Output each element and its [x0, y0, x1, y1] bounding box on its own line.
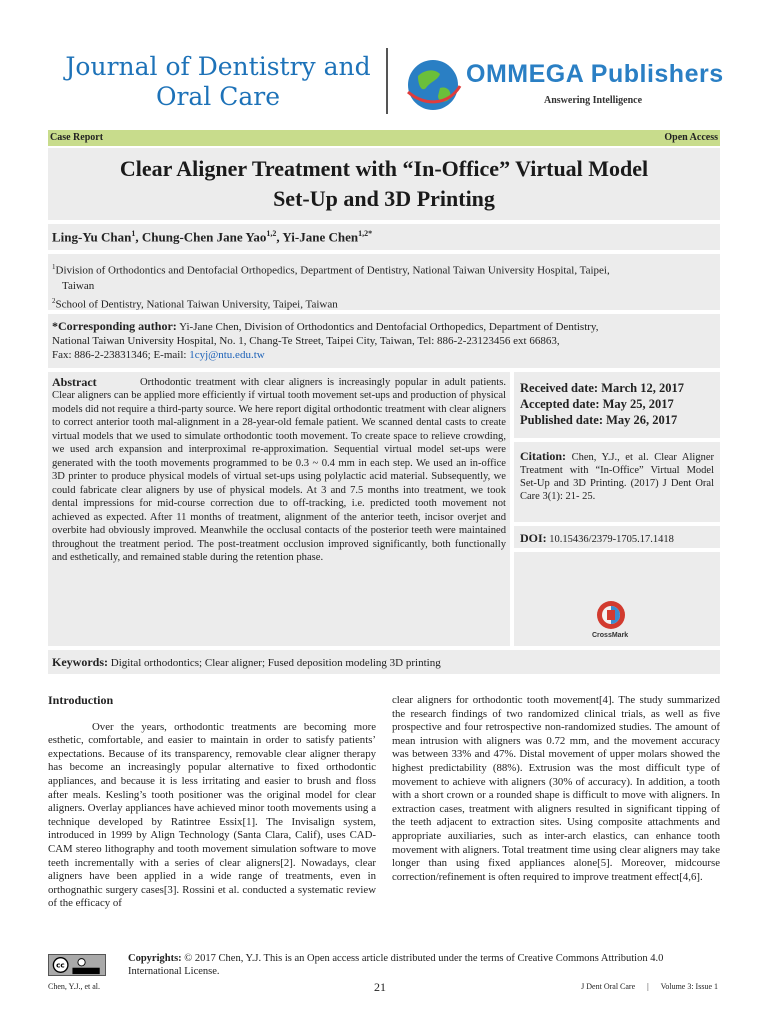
crossmark-icon[interactable] — [596, 600, 626, 630]
section-heading-introduction: Introduction — [48, 693, 114, 707]
keywords-text: Digital orthodontics; Clear aligner; Fused deposition modeling 3D printing — [108, 657, 441, 669]
author-sup: 1 — [131, 229, 136, 238]
footer-journal-info: J Dent Oral Care | Volume 3: Issue 1 — [581, 982, 718, 991]
globe-logo-icon — [404, 56, 462, 114]
publisher-tagline: Answering Intelligence — [544, 95, 643, 106]
affiliation-text: School of Dentistry, National Taiwan University, Taipei, Taiwan — [55, 298, 338, 311]
abstract-heading: Abstract — [52, 375, 97, 389]
corresponding-line2: National Taiwan University Hospital, No. 1, Chang-Te Street, Taipei City, Taiwan, Tel: 886-2-23123456 ext 66863, — [52, 335, 560, 347]
corresponding-author — [48, 314, 720, 368]
body-paragraph: Over the years, orthodontic treatments are becoming more esthetic, comfortable, and easier to maintain in order to satisfy patients’ expectations. Because of its transparency, removable clear aligner therapy has become an increasingly popular alternative to fixed orthodontic appliances, and because it is less irritating and easier to brush and floss after meals. Kesling’s tooth positioner was the original model for clear aligners. Overlay appliances have achieved minor tooth movements using a technique developed by Ratintree Essix[1]. The Invisalign system, introduced in 1999 by Align Technology (Santa Clara, Calif), uses CAD-CAM stereo lithography and tooth movement simulation software to move teeth incrementally with a series of clear aligners[2]. Nowadays, clear aligners have been applied in a wide range of treatments, even in orthognathic surgery cases[3]. Rossini et al. conducted a systematic review of the efficacy of — [48, 720, 376, 910]
corresponding-line1 — [52, 319, 716, 334]
affiliations — [48, 254, 720, 310]
article-type-label: Case Report — [50, 132, 104, 143]
abstract — [48, 372, 510, 646]
affiliation-1-cont: Taiwan — [62, 279, 95, 292]
author-sup: 1,2 — [266, 229, 277, 238]
affiliation-sup: 2 — [52, 296, 56, 305]
crossmark-area — [514, 552, 720, 646]
keywords-label: Keywords: — [52, 655, 108, 669]
copyright-label: Copyrights: — [128, 953, 182, 964]
copyright — [48, 952, 720, 982]
corresponding-line3 — [52, 348, 716, 362]
doi — [514, 526, 720, 548]
author-name: Ling-Yu Chan — [52, 229, 132, 245]
body-paragraph: clear aligners for orthodontic tooth movement[4]. The study summarized the research findings of two randomized clinical trials, as well as five prospective and four retrospective non-randomized studies. The amount of mean intrusion with aligners was 0.72 mm, and the movement accuracy was between 33% and 47%. Distal movement of upper molars showed the highest predictability (88%). Extrusion was the most difficult type of movement to achieve with aligners (30% of accuracy). In addition, a tooth with a short crown or a rounded shape is difficult to move with aligners. In extraction cases, treatment with aligners resulted in significant tipping of the teeth adjacent to extraction sites. Using composite attachments and appropriate auxiliaries, such as inter-arch elastics, can enhance tooth movement with aligners. Total treatment time using clear aligners may take longer than using fixed appliances alone[5]. Moreover, midcourse correction/refinement is often required to improve treatment effect[4,6]. — [392, 694, 720, 883]
cc-by-license-icon[interactable] — [48, 954, 106, 976]
affiliation-2 — [52, 294, 716, 313]
received-date: Received date: March 12, 2017 — [520, 381, 684, 395]
article-title — [48, 148, 720, 220]
article-type-bar — [48, 130, 720, 146]
copyright-body: © 2017 Chen, Y.J. This is an Open access article distributed under the terms of Creative Commons Attribution 4.0 International License. — [128, 953, 664, 977]
corresponding-email-link[interactable]: 1cyj@ntu.edu.tw — [189, 349, 265, 361]
authors-line: Ling-Yu Chan$^1$, Chung-Chen Jane Yao$^{1,2}$, Yi-Jane Chen$^{1,2*}$ — [48, 224, 720, 250]
body-column-left — [48, 690, 376, 911]
accepted-date: Accepted date: May 25, 2017 — [520, 397, 674, 411]
header-divider — [386, 48, 388, 114]
author-name: Chung-Chen Jane Yao — [141, 229, 267, 245]
citation — [514, 442, 720, 522]
article-title-line2: Set-Up and 3D Printing — [273, 186, 495, 211]
author-name: Yi-Jane Chen — [282, 229, 359, 245]
citation-text: Chen, Y.J., et al. Clear Aligner Treatment with “In-Office” Virtual Model Set-Up and 3D Printing. (2017) J Dent Oral Care 3(1): 21- 25. — [520, 452, 714, 502]
journal-title — [48, 52, 388, 112]
page-number: 21 — [374, 980, 386, 994]
abstract-text: Orthodontic treatment with clear aligners is increasingly popular in adult patients. Clear aligners can be applied more efficiently if virtual tooth movement set-ups and production of physical models did not require a third-party source. We here report digital orthodontic treatment with clear aligners to correct anterior tooth mal-alignment in a 28-year-old female patient. We scanned dental casts to create virtual models that we used to simulate orthodontic tooth movement. To create space to relieve crowding, we used arch expansion and interproximal re-approximation. Sequential virtual model set-ups were generated with the tooth movements programmed to be 0.3 ~ 0.4 mm in each step. We used an in-office 3D printer to produce physical models of virtual set-ups using polylactic acid material. Subsequently, we could fabricate clear aligners by use of physical models. At 3 and 7.5 months into treatment, we took dental impressions for mid-course correction due to off-tracking, i.e. predicted tooth movement not achieved as expected. After 11 months of treatment, alignment of the anterior teeth, incisor overjet and overbite had obviously improved. Meanwhile the occlusal contacts of the posterior teeth were maintained throughout the treatment period. The post-treatment occlusion improved significantly, both functionally and esthetically, and remained stable during the retention phase. — [52, 376, 506, 563]
page-footer — [48, 980, 720, 998]
corresponding-text: Fax: 886-2-23831346; E-mail: — [52, 349, 190, 361]
open-access-label: Open Access — [664, 132, 718, 143]
affiliation-1 — [52, 260, 716, 279]
journal-title-line2: Oral Care — [155, 82, 281, 111]
published-date: Published date: May 26, 2017 — [520, 413, 678, 427]
publisher-name: OMMEGA Publishers — [466, 60, 724, 88]
affiliation-text: Division of Orthodontics and Dentofacial Orthopedics, Department of Dentistry, National Taiwan University Hospital, Taipei, — [55, 264, 610, 277]
publication-dates — [514, 372, 720, 438]
body-column-right — [392, 694, 720, 884]
corresponding-label: *Corresponding author: — [52, 319, 177, 333]
author-sup: 1,2* — [358, 229, 373, 238]
citation-label: Citation: — [520, 449, 566, 463]
footer-author: Chen, Y.J., et al. — [48, 982, 100, 991]
doi-label: DOI: — [520, 531, 547, 545]
crossmark-label: CrossMark — [592, 632, 629, 639]
corresponding-text: Yi-Jane Chen, Division of Orthodontics and Dentofacial Orthopedics, Department of Dentistry, — [179, 321, 599, 333]
affiliation-sup: 1 — [52, 263, 56, 271]
keywords — [48, 650, 720, 674]
doi-link[interactable]: 10.15436/2379-1705.17.1418 — [546, 534, 674, 545]
page-header — [0, 0, 768, 128]
copyright-text — [128, 952, 718, 978]
journal-title-line1: Journal of Dentistry and — [65, 52, 371, 81]
svg-text:cc: cc — [56, 960, 65, 970]
article-title-line1: Clear Aligner Treatment with “In-Office” Virtual Model — [119, 156, 649, 181]
